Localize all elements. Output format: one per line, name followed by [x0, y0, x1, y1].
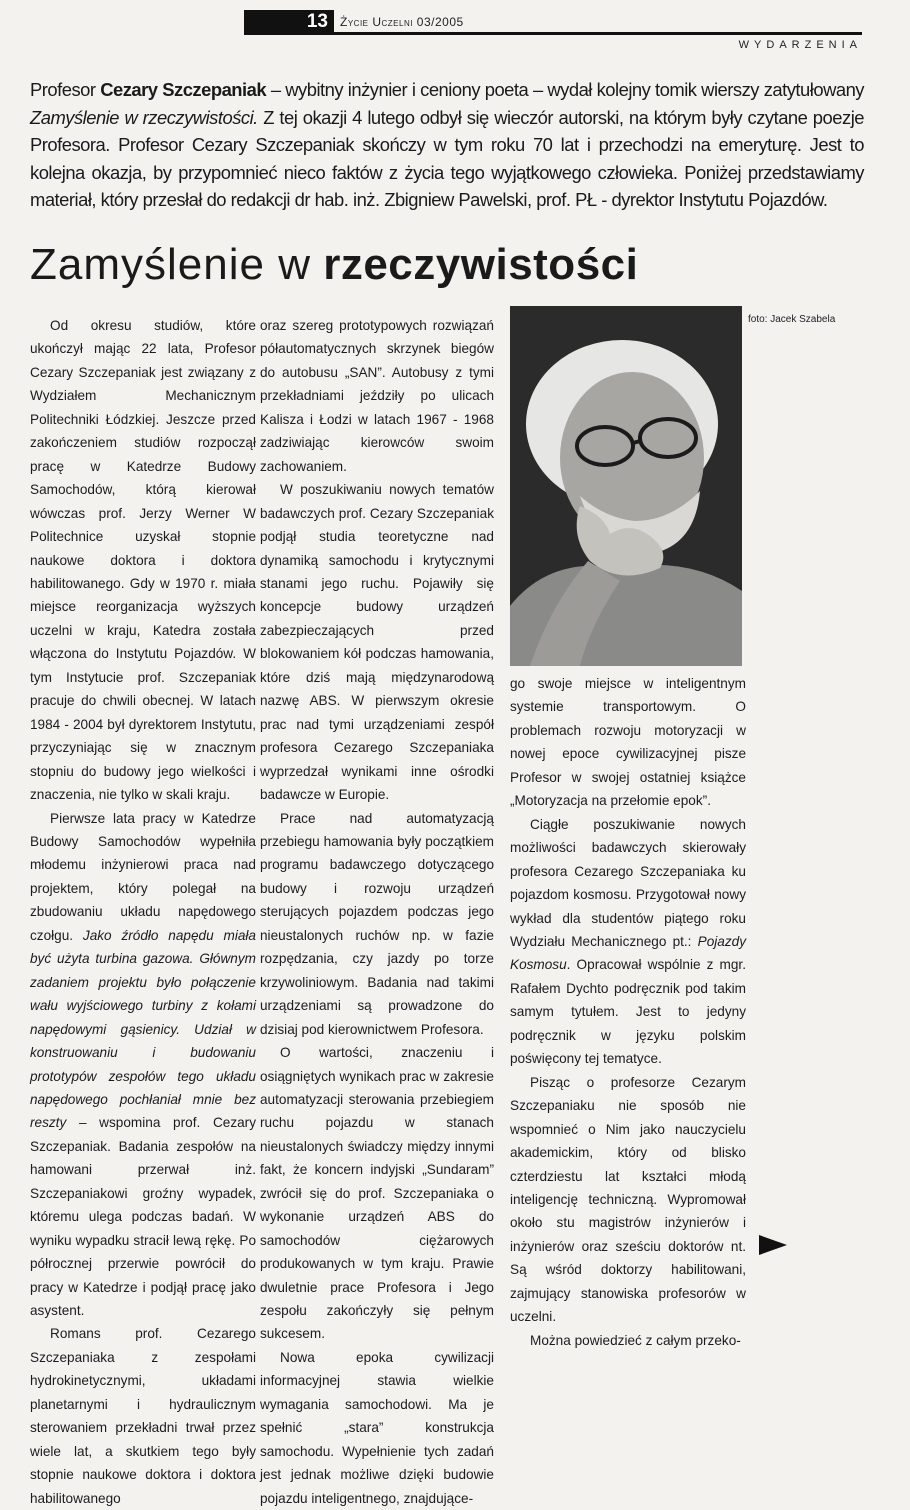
paragraph-text: Ciągłe poszukiwanie nowych możliwości badawczych skierowały profesora Cezarego Szczepaniaka ku pojazdom kosmosu. Przygotował nowy wykład dla studentów piątego roku Wydziału Mechanicznego pt.:	[510, 816, 746, 949]
paragraph: Można powiedzieć z całym przeko-	[530, 1332, 741, 1348]
section-label: WYDARZENIA	[738, 39, 862, 51]
paragraph: Nowa epoka cywilizacji informacyjnej stawia wielkie wymagania samochodowi. Ma je spełnić „stara” konstrukcja samochodu. Wypełnienie tych zadań jest jednak możliwe dzięki budowie pojazdu inteligentnego, znajdujące-	[260, 1349, 494, 1506]
portrait-illustration	[510, 306, 742, 666]
headline-heavy: rzeczywistości	[323, 240, 639, 289]
issue-label: Życie Uczelni 03/2005	[340, 15, 464, 29]
paragraph: O wartości, znaczeniu i osiągniętych wynikach prac w zakresie automatyzacji sterowania przebiegiem ruchu pojazdu w stanach nieustalonych świadczy między innymi fakt, że koncern indyjski „Sundaram” zwrócił się do prof. Szczepaniaka o wykonanie urządzeń ABS do samochodów ciężarowych produkowanych w tym kraju. Prawie dwuletnie prace Profesora i Jego zespołu zakończyły się pełnym sukcesem.	[260, 1045, 494, 1342]
paragraph: Prace nad automatyzacją przebiegu hamowania były początkiem programu badawczego dotyczącego budowy i rozwoju urządzeń sterujących pojazdem podczas jego nieustalonych ruchów np. w fazie rozpędzania, czy jazdy po torze krzywoliniowym. Badania nad takimi urządzeniami są prowadzone do dzisiaj pod kierownictwem Profesora.	[260, 810, 494, 1037]
lead-text: Profesor	[30, 79, 101, 100]
paragraph-text: – wspomina prof. Cezary Szczepaniak. Badania zespołów na hamowani przerwał inż. Szczepaniakowi groźny wypadek, któremu ulega podczas badań. W wyniku wypadku stracił lewą rękę. Po półrocznej przerwie powrócił do pracy w Katedrze i podjął pracę jako asystent.	[30, 1115, 256, 1319]
article-column-1	[30, 314, 256, 1510]
paragraph: oraz szereg prototypowych rozwiązań półautomatycznych skrzynek biegów do autobusu „SAN”. Autobusy z tymi przekładniami jeździły po ulicach Kalisza i Łodzi w latach 1967 - 1968 zadziwiając kierowców swoim zachowaniem.	[260, 318, 494, 474]
page-number: 13	[244, 10, 334, 34]
continue-arrow-icon	[759, 1235, 787, 1255]
lead-paragraph	[30, 76, 864, 214]
paragraph-text: Pierwsze lata pracy w Katedrze Budowy Samochodów wypełniła młodemu inżynierowi praca nad projektem, który polegał na zbudowaniu układu napędowego czołgu.	[30, 810, 256, 943]
paragraph: go swoje miejsce w inteligentnym systemie transportowym. O problemach rozwoju motoryzacji w nowej epoce cywilizacyjnej pisze Profesor w swojej ostatniej książce „Motoryzacja na przełomie epok”.	[510, 676, 746, 809]
article-column-3	[510, 672, 746, 1352]
headline-light: Zamyślenie w	[30, 240, 311, 289]
paragraph-quote: Jako źródło napędu miała być użyta turbina gazowa. Głównym zadaniem projektu było połączenie wału wyjściowego turbiny z kołami napędowymi gąsienicy. Udział w konstruowaniu i budowaniu prototypów zespołów tego układu napędowego pochłaniał mnie bez reszty	[30, 927, 256, 1131]
lead-text: – wybitny inżynier i ceniony poeta – wydał kolejny tomik wierszy zatytułowany	[266, 79, 865, 100]
lead-text: Z tej okazji 4 lutego odbył się wieczór autorski, na którym były czytane poezje Profesora. Profesor Cezary Szczepaniak skończy w tym roku 70 lat i przechodzi na emeryturę. Jest to kolejna okazja, by przypomnieć nieco faktów z życia tego wyjątkowego człowieka. Poniżej przedstawiamy materiał, który przesłał do redakcji dr hab. inż. Zbigniew Pawelski, prof. PŁ - dyrektor Instytutu Pojazdów.	[30, 106, 865, 210]
running-header	[244, 10, 862, 35]
paragraph: Od okresu studiów, które ukończył mając 22 lata, Profesor Cezary Szczepaniak jest związany z Wydziałem Mechanicznym Politechniki Łódzkiej. Jeszcze przed zakończeniem studiów rozpoczął pracę w Katedrze Budowy Samochodów, którą kierował wówczas prof. Jerzy Werner W Politechnice uzyskał stopnie naukowe doktora i doktora habilitowanego. Gdy w 1970 r. miała miejsce reorganizacja wyższych uczelni w kraju, Katedra została włączona do Instytutu Pojazdów. W tym Instytucie prof. Szczepaniak pracuje do chwili obecnej. W latach 1984 - 2004 był dyrektorem Instytutu, przyczyniając się w znacznym stopniu do budowy jego wielkości i znaczenia, nie tylko w skali kraju.	[30, 318, 256, 803]
paragraph	[30, 807, 256, 1323]
article-headline	[30, 237, 638, 293]
article-column-2	[260, 314, 494, 1510]
paragraph-text: . Opracował wspólnie z mgr. Rafałem Dychto podręcznik pod takim samym tytułem. Jest to jedyny podręcznik w języku polskim poświęcony tej tematyce.	[510, 957, 746, 1067]
paragraph: Romans prof. Cezarego Szczepaniaka z zespołami hydrokinetycznymi, układami planetarnymi i hydraulicznym sterowaniem przekładni trwał przez wiele lat, a skutkiem tego były stopnie naukowe doktora i doktora habilitowanego	[30, 1326, 256, 1506]
portrait-photo	[510, 306, 742, 666]
paragraph: Pisząc o profesorze Cezarym Szczepaniaku nie sposób nie wspomnieć o Nim jako nauczycielu akademickim, który od blisko czterdziestu lat kształci młodą inteligencję techniczną. Wypromował około stu magistrów inżynierów i inżynierów oraz sześciu doktorów nt. Są wśród doktorzy habilitowani, zajmujący stanowiska profesorów w uczelni.	[510, 1074, 746, 1325]
lead-book-title: Zamyślenie w rzeczywistości.	[30, 106, 258, 128]
photo-caption: foto: Jacek Szabela	[748, 314, 836, 325]
paragraph: W poszukiwaniu nowych tematów badawczych prof. Cezary Szczepaniak podjął studia teoretyczne nad dynamiką samochodu i krytycznymi stanami jego ruchu. Pojawiły się koncepcje budowy urządzeń zabezpieczających przed blokowaniem kół podczas hamowania, które dziś mają międzynarodową nazwę ABS. W pierwszym okresie prac nad tymi urządzeniami zespół profesora Cezarego Szczepaniaka wyprzedzał wynikami inne ośrodki badawcze w Europie.	[260, 482, 494, 803]
paragraph	[510, 813, 746, 1071]
paragraph-title: Pojazdy Kosmosu	[510, 933, 746, 973]
lead-name: Cezary Szczepaniak	[100, 79, 267, 100]
